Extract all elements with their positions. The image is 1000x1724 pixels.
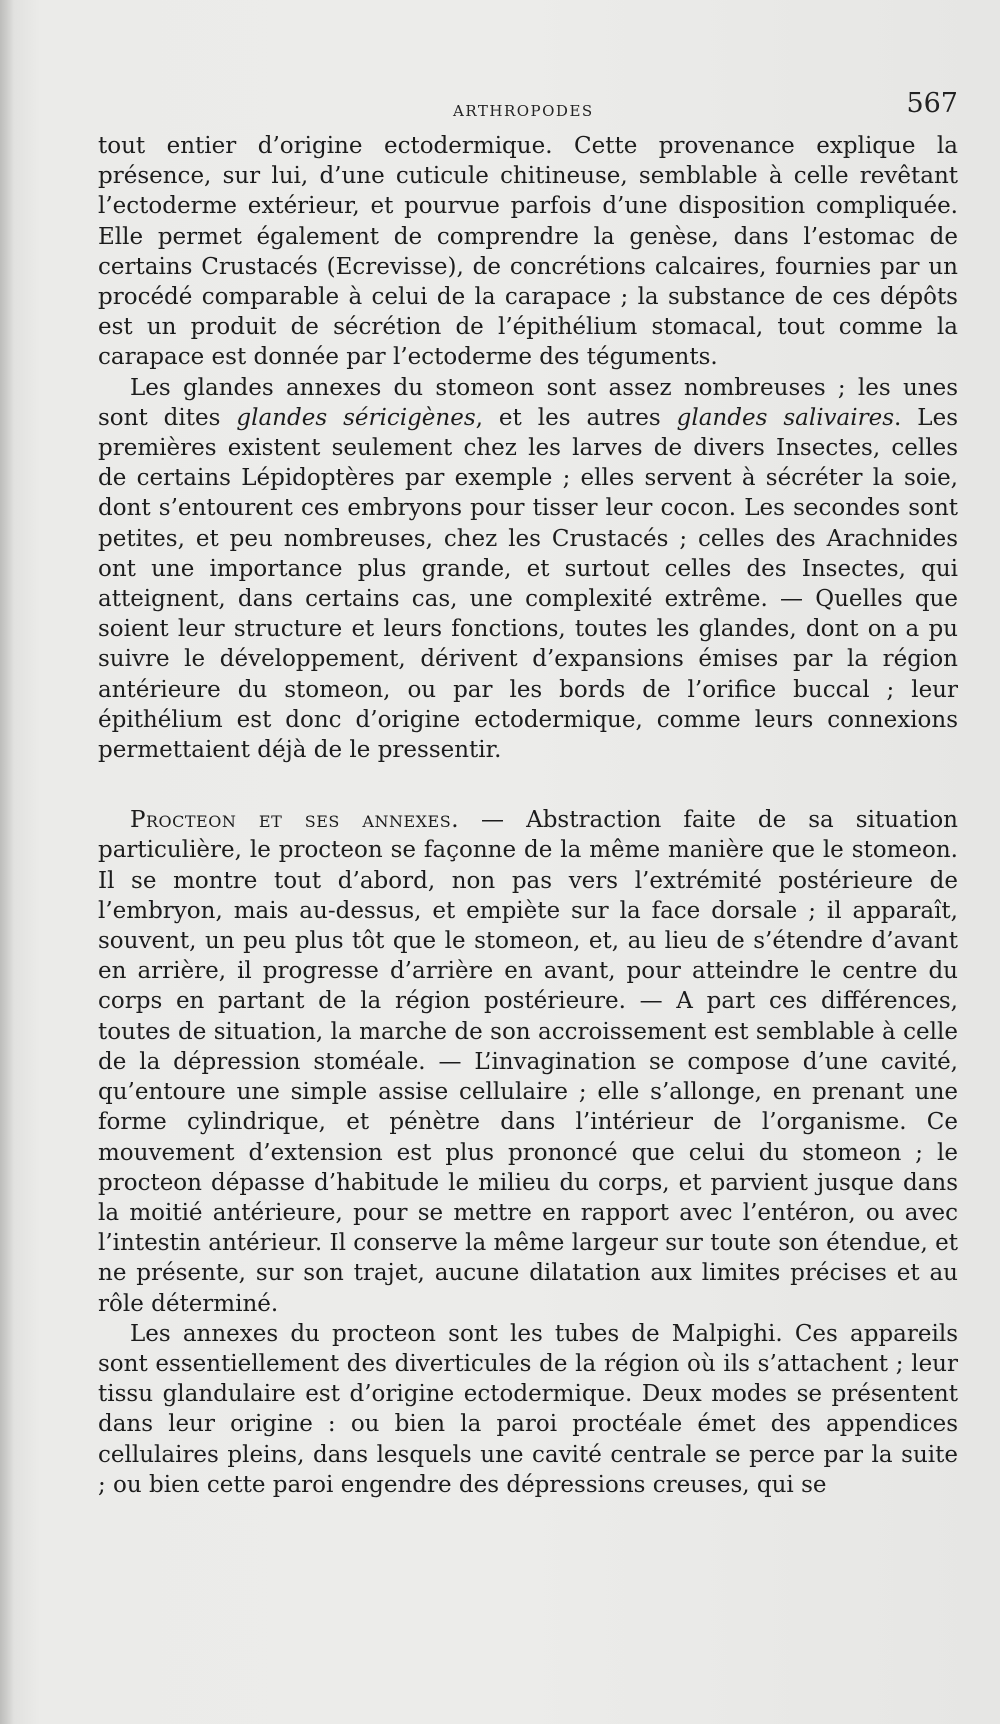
term-glandes-sericigenes: glandes séricigènes bbox=[236, 404, 476, 431]
section-gap bbox=[98, 765, 958, 805]
paragraph-2-text-b: , et les autres bbox=[475, 404, 677, 431]
paragraph-4 bbox=[98, 1319, 958, 1500]
page-edge-shadow bbox=[0, 0, 14, 1724]
body-text bbox=[98, 131, 958, 1500]
paragraph-2-text-c: . Les premières existent seulement chez les larves de divers Insectes, celles de certains Lépidoptères par exemple ; elles servent à sécréter la soie, dont s’entourent ces embryons pour tisser leur cocon. Les secondes sont petites, et peu nombreuses, chez les Crustacés ; celles des Arachnides ont une importance plus grande, et surtout celles des Insectes, qui atteignent, dans certains cas, une complexité extrême. — Quelles que soient leur structure et leurs fonctions, toutes les glandes, dont on a pu suivre le développement, dérivent d’expansions émises par la région antérieure du stomeon, ou par les bords de l’orifice buccal ; leur épithélium est donc d’origine ectodermique, comme leurs connexions permettaient déjà de le pressentir. bbox=[98, 404, 958, 764]
running-head: ARTHROPODES bbox=[453, 102, 594, 120]
paragraph-3 bbox=[98, 805, 958, 1318]
paragraph-2 bbox=[98, 373, 958, 766]
paragraph-2-text-a: Les glandes annexes du stomeon sont assez nombreuses ; les unes sont dites bbox=[98, 374, 958, 431]
paragraph-1-text: tout entier d’origine ectodermique. Cette provenance explique la présence, sur lui, d’une cuticule chitineuse, semblable à celle revêtant l’ectoderme extérieur, et pourvue parfois d’une disposition compliquée. Elle permet également de comprendre la genèse, dans l’estomac de certains Crustacés (Ecrevisse), de concrétions calcaires, fournies par un procédé comparable à celui de la carapace ; la substance de ces dépôts est un produit de sécrétion de l’épithélium stomacal, tout comme la carapace est donnée par l’ectoderme des téguments. bbox=[98, 133, 958, 371]
paragraph-1 bbox=[98, 131, 958, 373]
term-glandes-salivaires: glandes salivaires bbox=[676, 404, 895, 431]
page-number: 567 bbox=[906, 88, 958, 119]
paragraph-4-text: Les annexes du procteon sont les tubes de Malpighi. Ces appareils sont essentiellement des diverticules de la région où ils s’attachent ; leur tissu glandulaire est d’origine ectodermique. Deux modes se présentent dans leur origine : ou bien la paroi proctéale émet des appendices cellulaires pleins, dans lesquels une cavité centrale se perce par la suite ; ou bien cette paroi engendre des dépressions creuses, qui se bbox=[98, 1320, 958, 1498]
paragraph-3-text: — Abstraction faite de sa situation particulière, le procteon se façonne de la même manière que le stomeon. Il se montre tout d’abord, non pas vers l’extrémité postérieure de l’embryon, mais au-dessus, et empiète sur la face dorsale ; il apparaît, souvent, un peu plus tôt que le stomeon, et, au lieu de s’étendre d’avant en arrière, il progresse d’arrière en avant, pour atteindre le centre du corps en partant de la région postérieure. — A part ces différences, toutes de situation, la marche de son accroissement est semblable à celle de la dépression stoméale. — L’invagination se compose d’une cavité, qu’entoure une simple assise cellulaire ; elle s’allonge, en prenant une forme cylindrique, et pénètre dans l’intérieur de l’organisme. Ce mouvement d’extension est plus prononcé que celui du stomeon ; le procteon dépasse d’habitude le milieu du corps, et parvient jusque dans la moitié antérieure, pour se mettre en rapport avec l’entéron, ou avec l’intestin antérieur. Il conserve la même largeur sur toute son étendue, et ne présente, sur son trajet, aucune dilatation aux limites précises et au rôle déterminé. bbox=[98, 807, 958, 1317]
section-heading-procteon: Procteon et ses annexes. bbox=[130, 807, 460, 834]
page-header bbox=[98, 88, 958, 128]
